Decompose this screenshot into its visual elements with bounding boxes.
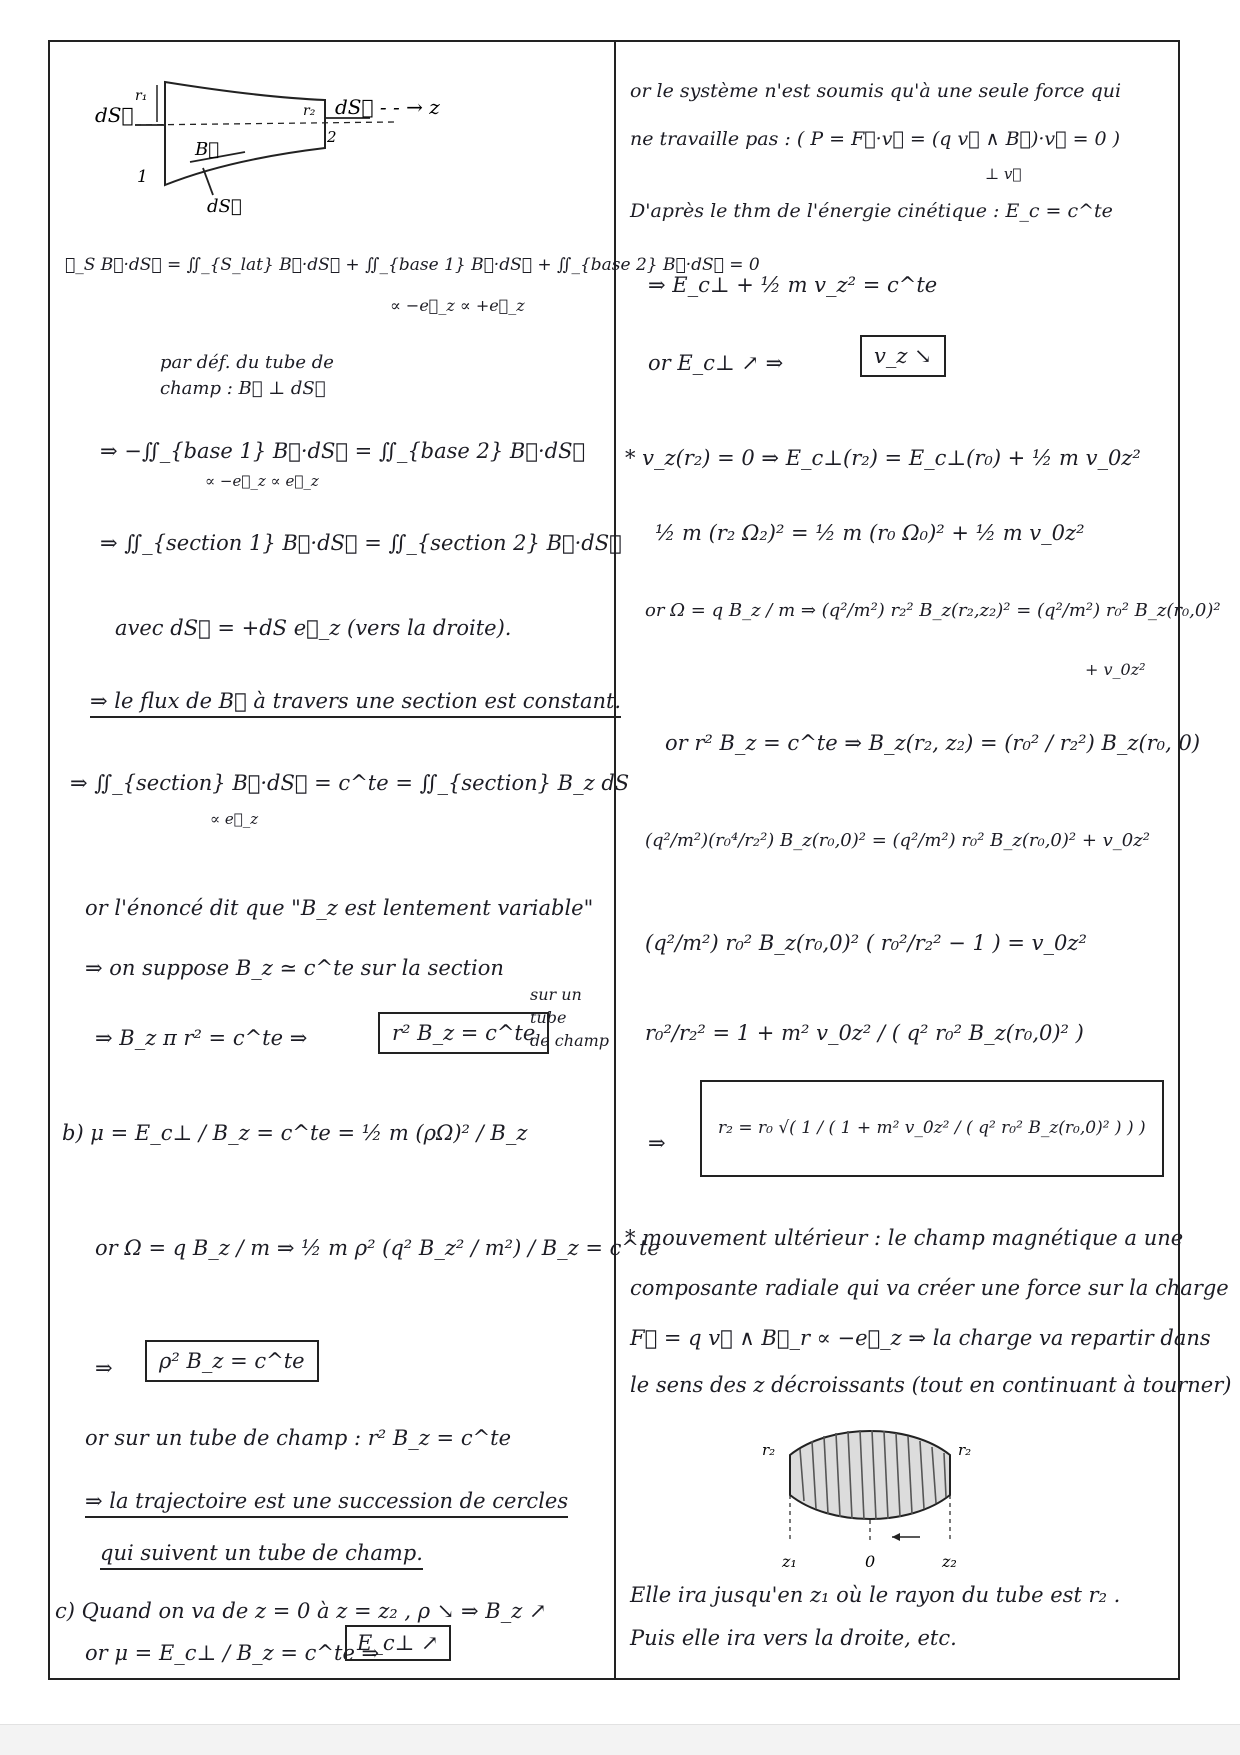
rho2bz-box: [145, 1340, 319, 1382]
later-motion-title: [625, 1225, 1183, 1251]
spiral-r2-right: r₂: [958, 1441, 972, 1459]
spiral-zero: 0: [865, 1552, 876, 1571]
part-c-statement: c) Quand on va de z = 0 à z = z₂ , ρ ↘ ⇒ B_z ↗: [55, 1599, 547, 1623]
kinetic-theorem: D'après le thm de l'énergie cinétique : E_c = c^te: [630, 200, 1113, 222]
part-c-mu: or μ = E_c⊥ / B_z = c^te ⇒: [85, 1641, 380, 1665]
bz-pi-r2: ⇒ B_z π r² = c^te ⇒: [95, 1026, 308, 1050]
r2-arrow: ⇒: [648, 1131, 666, 1155]
tube-note-3: de champ: [530, 1031, 610, 1050]
vz-zero-condition: * v_z(r₂) = 0 ⇒ E_c⊥(r₂) = E_c⊥(r₀) + ½ m v_0z²: [625, 446, 1141, 470]
radius-ratio: r₀²/r₂² = 1 + m² v_0z² / ( q² r₀² B_z(r₀,0)² ): [645, 1021, 1084, 1045]
section-flux-direction: ∝ e⃗_z: [210, 810, 259, 828]
trajectory-conclusion-2: [100, 1540, 423, 1566]
then-right: Puis elle ira vers la droite, etc.: [630, 1626, 957, 1650]
energy-radius-relation: ½ m (r₂ Ω₂)² = ½ m (r₀ Ω₀)² + ½ m v_0z²: [655, 521, 1085, 545]
fig-label-1: 1: [137, 167, 148, 187]
flux-constant-text: ⇒ le flux de B⃗ à travers une section est constant.: [90, 689, 621, 718]
tube-invariant: or sur un tube de champ : r² B_z = c^te: [85, 1426, 512, 1450]
fig-ds-left: dS⃗: [95, 103, 134, 127]
decreasing-z: le sens des z décroissants (tout en continuant à tourner): [630, 1373, 1232, 1397]
ds-direction: avec dS⃗ = +dS e⃗_z (vers la droite).: [115, 616, 512, 640]
omega-substitution: or Ω = q B_z / m ⇒ ½ m ρ² (q² B_z² / m²) / B_z = c^te: [95, 1236, 660, 1260]
vz-box: [860, 335, 946, 377]
power-zero: ne travaille pas : ( P = F⃗·v⃗ = (q v⃗ ∧ B⃗)·v⃗ = 0 ): [630, 128, 1121, 150]
r2-box: [700, 1080, 1164, 1177]
tube-def-2: champ : B⃗ ⊥ dS⃗: [160, 378, 326, 399]
spiral-z1: z₁: [782, 1552, 797, 1571]
ec-result: E_c⊥ ↗: [345, 1625, 451, 1661]
bz-radius-ratio: or r² B_z = c^te ⇒ B_z(r₂, z₂) = (r₀² / r₂²) B_z(r₀, 0): [665, 731, 1201, 755]
energy-sum: ⇒ E_c⊥ + ½ m v_z² = c^te: [648, 273, 938, 297]
perp-v: ⊥ v⃗: [985, 165, 1022, 183]
goes-to-z1: Elle ira jusqu'en z₁ où le rayon du tube est r₂ .: [630, 1583, 1121, 1607]
single-force: or le système n'est soumis qu'à une seule force qui: [630, 80, 1122, 102]
spiral-r2-left: r₂: [762, 1441, 776, 1459]
radial-force: F⃗ = q v⃗ ∧ B⃗_r ∝ −e⃗_z ⇒ la charge va repartir dans: [630, 1326, 1211, 1350]
factored-equation: (q²/m²) r₀² B_z(r₀,0)² ( r₀²/r₂² − 1 ) = v_0z²: [645, 931, 1087, 955]
trajectory-text-2: qui suivent un tube de champ.: [100, 1541, 423, 1570]
fig-b-label: B⃗: [195, 139, 220, 160]
tube-note-1: sur un: [530, 985, 582, 1004]
bz-slow-statement: or l'énoncé dit que "B_z est lentement variable": [85, 896, 594, 920]
tube-note-2: tube: [530, 1008, 567, 1027]
fig-r2: r₂: [303, 103, 316, 119]
base-equation: ⇒ −∬_{base 1} B⃗·dS⃗ = ∬_{base 2} B⃗·dS⃗: [100, 439, 586, 463]
vz-result: v_z ↘: [860, 335, 946, 377]
mu-definition: b) μ = E_c⊥ / B_z = c^te = ½ m (ρΩ)² / B_z: [62, 1121, 528, 1145]
later-motion-text: * mouvement ultérieur : le champ magnétique a une: [625, 1226, 1184, 1250]
flux-tube-figure: [95, 70, 455, 230]
trajectory-text-1: ⇒ la trajectoire est une succession de cercles: [85, 1489, 568, 1518]
flux-equation: ∯_S B⃗·dS⃗ = ∬_{S_lat} B⃗·dS⃗ + ∬_{base 1} B⃗·dS⃗ + ∬_{base 2} B⃗·dS⃗ = 0: [65, 255, 760, 275]
omega-radius-relation: or Ω = q B_z / m ⇒ (q²/m²) r₂² B_z(r₂,z₂)² = (q²/m²) r₀² B_z(r₀,0)²: [645, 600, 1221, 621]
bz-assumption: ⇒ on suppose B_z ≃ c^te sur la section: [85, 956, 504, 980]
tube-def-1: par déf. du tube de: [160, 352, 334, 373]
fig-ds-right: dS⃗ - - → z: [335, 95, 440, 119]
spiral-z2: z₂: [942, 1552, 957, 1571]
section-flux-equation: ⇒ ∬_{section} B⃗·dS⃗ = c^te = ∬_{section} B_z dS: [70, 771, 630, 795]
r2bz-result: r² B_z = c^te: [378, 1012, 549, 1054]
r2-result: r₂ = r₀ √( 1 / ( 1 + m² v_0z² / ( q² r₀² B_z(r₀,0)² ) ) ): [700, 1080, 1164, 1177]
section-equation: ⇒ ∬_{section 1} B⃗·dS⃗ = ∬_{section 2} B⃗·dS⃗: [100, 531, 622, 555]
column-divider: [614, 40, 616, 1680]
omega-radius-extra: + v_0z²: [1085, 660, 1146, 679]
fig-r1: r₁: [135, 88, 148, 104]
r2bz-box: [378, 1012, 549, 1054]
rho-arrow: ⇒: [95, 1356, 113, 1380]
ec-increase: or E_c⊥ ↗ ⇒: [648, 351, 784, 375]
scan-bottom-edge: [0, 1724, 1240, 1755]
rho2bz-result: ρ² B_z = c^te: [145, 1340, 319, 1382]
flux-directions: ∝ −e⃗_z ∝ +e⃗_z: [390, 296, 525, 315]
ec-box: [345, 1625, 451, 1661]
flux-constant-conclusion: [90, 688, 621, 714]
trajectory-conclusion-1: [85, 1488, 568, 1514]
combined-equation: (q²/m²)(r₀⁴/r₂²) B_z(r₀,0)² = (q²/m²) r₀² B_z(r₀,0)² + v_0z²: [645, 830, 1150, 851]
fig-ds-bottom: dS⃗: [207, 196, 242, 217]
fig-label-2: 2: [327, 128, 337, 146]
spiral-figure: [760, 1425, 1000, 1575]
radial-component: composante radiale qui va créer une force sur la charge: [630, 1276, 1229, 1300]
base-directions: ∝ −e⃗_z ∝ e⃗_z: [205, 472, 319, 490]
